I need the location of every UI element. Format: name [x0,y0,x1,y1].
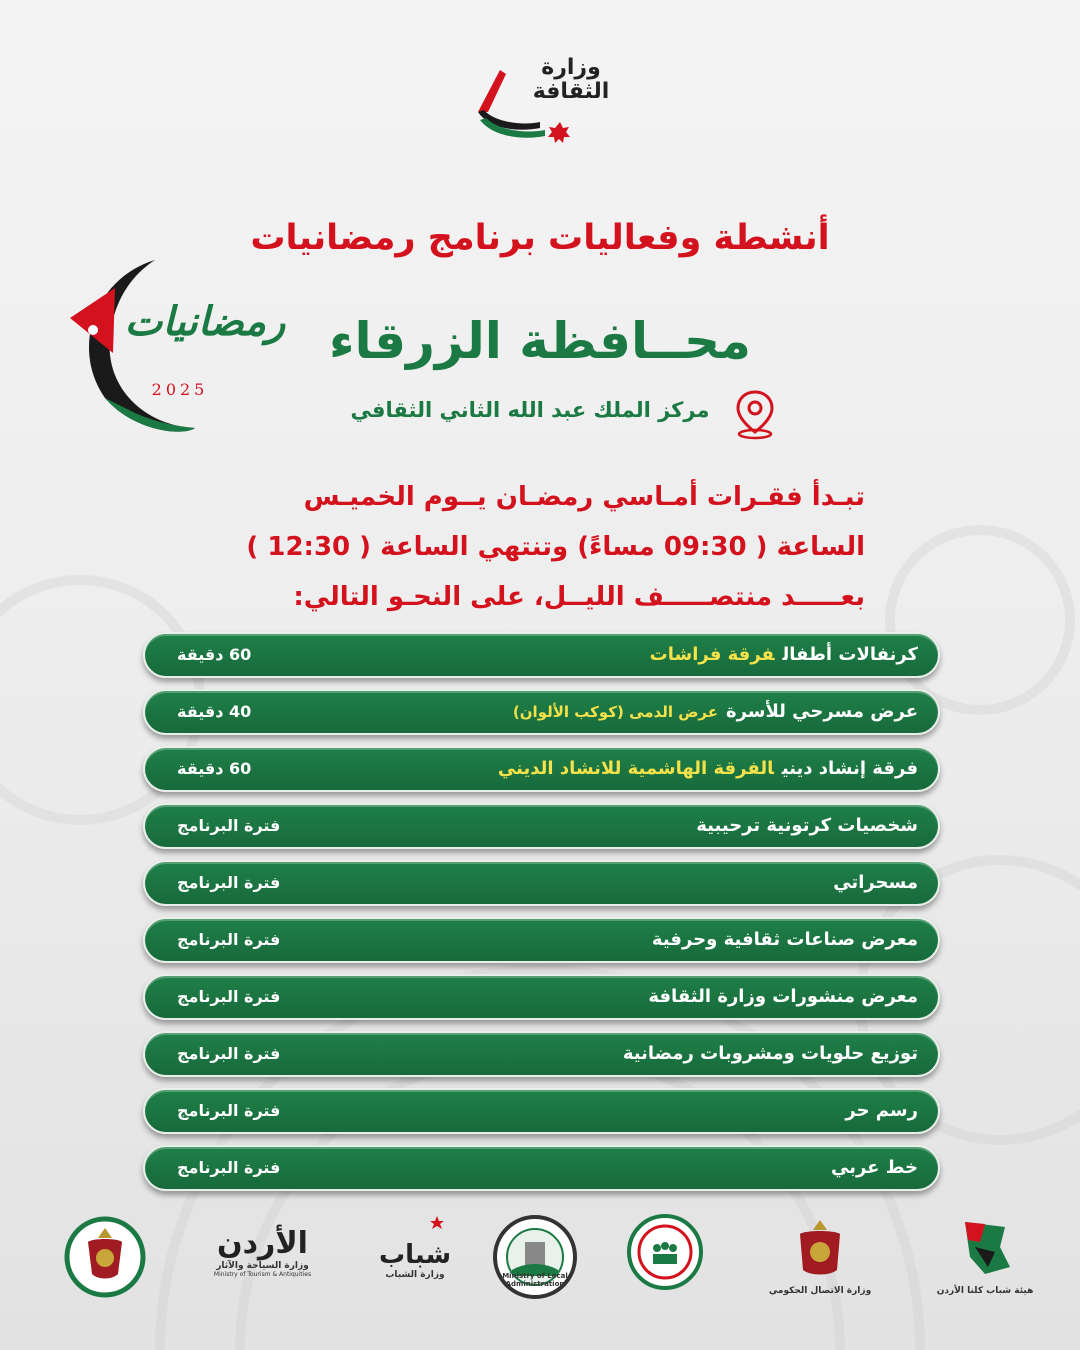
crescent-icon [65,258,295,438]
ministry-culture-logo [470,50,620,150]
zarqa-governorate-logo [50,1212,160,1322]
intro-line-2: الساعة ( 09:30 مساءً) وتنتهي الساعة ( 12:30 ) [246,532,865,562]
logo-caption: وزارة الشباب [385,1270,445,1280]
program-performer: الفرقة الهاشمية للانشاد الديني [497,758,774,779]
location-pin-icon [730,388,780,440]
program-row [143,632,940,678]
program-row [143,1145,940,1191]
governorate-title: محــافظة الزرقاء [329,312,751,370]
ministry-youth-logo [360,1212,470,1322]
governorate-emblem-icon [60,1212,150,1302]
program-name: شخصيات كرتونية ترحيبية [696,815,918,836]
logo-caption: وزارة الاتصال الحكومي [768,1286,872,1296]
ministry-tourism-logo [200,1212,325,1322]
program-row [143,917,940,963]
government-communication-logo [765,1212,875,1322]
program-name: فرقة إنشاد ديني [781,758,918,779]
program-name: كرنفالات أطفال [782,644,918,665]
program-row [143,803,940,849]
logo-caption: وزارة السياحة والآثار [216,1261,309,1271]
program-duration: فترة البرنامج [177,1044,281,1063]
program-row [143,860,940,906]
program-duration: 60 دقيقة [177,759,252,778]
program-row [143,689,940,735]
program-duration: 60 دقيقة [177,645,252,664]
venue-name: مركز الملك عبد الله الثاني الثقافي [350,398,710,422]
page-title: أنشطة وفعاليات برنامج رمضانيات [250,218,830,258]
local-administration-seal-icon [490,1212,580,1302]
program-duration: 40 دقيقة [177,702,252,721]
program-duration: فترة البرنامج [177,816,281,835]
program-row [143,1031,940,1077]
social-development-seal-icon [625,1212,705,1292]
program-duration: فترة البرنامج [177,987,281,1006]
ministry-social-development-logo [610,1212,720,1322]
program-duration: فترة البرنامج [177,873,281,892]
program-name: معرض صناعات ثقافية وحرفية [651,929,918,950]
program-performer: عرض الدمى (كوكب الألوان) [512,703,718,721]
ministry-logo-line2: الثقافة [532,79,610,104]
program-duration: فترة البرنامج [177,1101,281,1120]
program-duration: فترة البرنامج [177,1158,281,1177]
tourism-english-caption: Ministry of Tourism & Antiquities [213,1271,312,1278]
intro-line-1: تبـدأ فقـرات أمـاسي رمضـان يــوم الخميـس [303,482,865,512]
program-name: توزيع حلويات ومشروبات رمضانية [622,1043,918,1064]
jordan-map-icon [950,1212,1020,1282]
program-name: رسم حر [845,1100,918,1121]
ministry-local-administration-logo [480,1212,590,1322]
program-name: مسحراتي [833,872,918,893]
coat-of-arms-icon [785,1212,855,1282]
jordan-wordmark: الأردن [217,1226,308,1261]
program-row [143,746,940,792]
logo-caption: Ministry of Local Administration [502,1272,568,1288]
ramadan-logo-text: رمضانيات [124,298,286,345]
program-name: عرض مسرحي للأسرة [725,701,918,722]
intro-line-3: بعـــــد منتصـــــف الليــل، على النحـو التالي: [293,582,865,612]
ramadan-logo-year: 2025 [151,380,209,399]
program-row [143,974,940,1020]
program-duration: فترة البرنامج [177,930,281,949]
logo-caption: هيئة شباب كلنا الأردن [936,1286,1034,1296]
youth-authority-logo [930,1212,1040,1322]
program-name: معرض منشورات وزارة الثقافة [648,986,918,1007]
ramadan-logo [65,258,295,438]
program-performer: فرقة فراشات [649,644,775,665]
program-name: خط عربي [831,1157,918,1178]
program-row [143,1088,940,1134]
youth-wordmark: شباب [378,1240,452,1270]
ministry-logo-line1: وزارة [541,55,601,80]
